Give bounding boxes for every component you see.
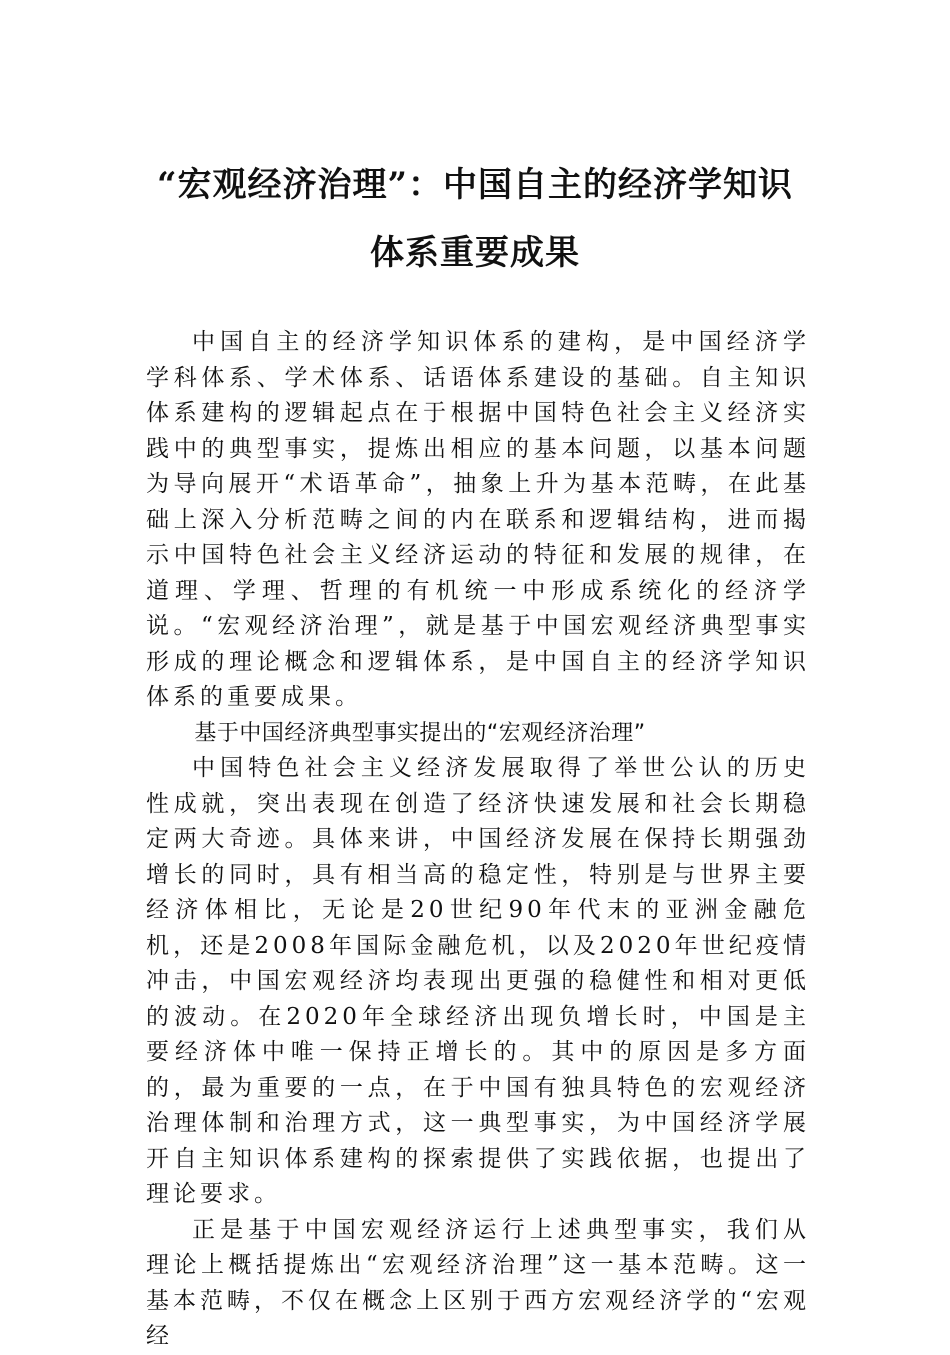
- paragraph-section-2: 正是基于中国宏观经济运行上述典型事实，我们从理论上概括提炼出“宏观经济治理”这一基本范畴。这一基本范畴，不仅在概念上区别于西方宏观经济学的“宏观经: [146, 1216, 810, 1349]
- document-title-line1: “宏观经济治理”：中国自主的经济学知识: [156, 165, 794, 205]
- paragraph-section-1: 中国特色社会主义经济发展取得了举世公认的历史性成就，突出表现在创造了经济快速发展和社会长期稳定两大奇迹。具体来讲，中国经济发展在保持长期强劲增长的同时，具有相当高的稳定性，特别是与世界主要经济体相比，无论是20世纪90年代末的亚洲金融危机，还是2008年国际金融危机，以及2020年世纪疫情冲击，中国宏观经济均表现出更强的稳健性和相对更低的波动。在2020年全球经济出现负增长时，中国是主要经济体中唯一保持正增长的。其中的原因是多方面的，最为重要的一点，在于中国有独具特色的宏观经济治理体制和治理方式，这一典型事实，为中国经济学展开自主知识体系建构的探索提供了实践依据，也提出了理论要求。: [146, 755, 810, 1207]
- paragraph-intro: 中国自主的经济学知识体系的建构，是中国经济学学科体系、学术体系、话语体系建设的基础。自主知识体系建构的逻辑起点在于根据中国特色社会主义经济实践中的典型事实，提炼出相应的基本问题，以基本问题为导向展开“术语革命”，抽象上升为基本范畴，在此基础上深入分析范畴之间的内在联系和逻辑结构，进而揭示中国特色社会主义经济运动的特征和发展的规律，在道理、学理、哲理的有机统一中形成系统化的经济学说。“宏观经济治理”，就是基于中国宏观经济典型事实形成的理论概念和逻辑体系，是中国自主的经济学知识体系的重要成果。: [146, 329, 810, 710]
- section-heading: 基于中国经济典型事实提出的“宏观经济治理”: [194, 720, 646, 746]
- document-body: [146, 325, 810, 1355]
- document-title-line2: 体系重要成果: [370, 233, 580, 273]
